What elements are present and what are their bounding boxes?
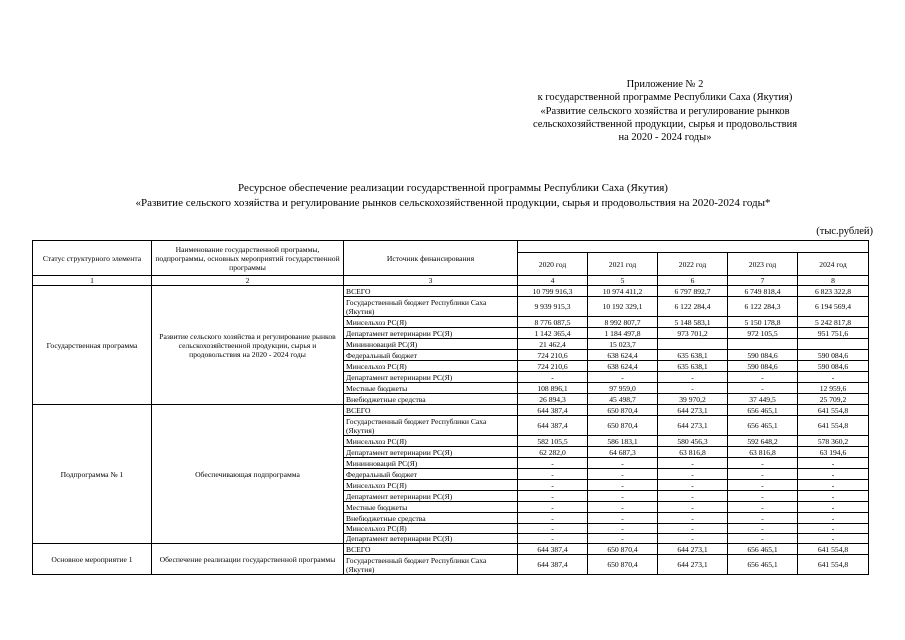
amount-cell: 582 105,5 — [518, 436, 588, 447]
amount-cell: 650 870,4 — [588, 555, 658, 575]
funding-source: Минсельхоз РС(Я) — [344, 524, 518, 534]
amount-cell: 6 122 284,4 — [658, 297, 728, 317]
amount-cell: 972 105,5 — [728, 328, 798, 339]
amount-cell: - — [518, 458, 588, 469]
amount-cell: 590 084,6 — [728, 361, 798, 372]
amount-cell: - — [728, 524, 798, 534]
element-status: Подпрограмма № 1 — [33, 405, 152, 544]
amount-cell: 641 554,8 — [798, 416, 869, 436]
amount-cell: 973 701,2 — [658, 328, 728, 339]
column-number: 5 — [588, 276, 658, 286]
amount-cell — [658, 339, 728, 350]
title-line-1: Ресурсное обеспечение реализации государственной программы Республики Саха (Якутия) — [238, 182, 668, 194]
amount-cell: 578 360,2 — [798, 436, 869, 447]
amount-cell: 45 498,7 — [588, 394, 658, 405]
amount-cell: 644 273,1 — [658, 555, 728, 575]
column-number: 4 — [518, 276, 588, 286]
amount-cell: 644 273,1 — [658, 405, 728, 416]
amount-cell: 108 896,1 — [518, 383, 588, 394]
amount-cell: 97 959,0 — [588, 383, 658, 394]
annex-line-3: «Развитие сельского хозяйства и регулирование рынков — [540, 105, 790, 117]
amount-cell: 8 776 087,5 — [518, 317, 588, 328]
amount-cell: 8 992 807,7 — [588, 317, 658, 328]
header-row — [33, 241, 869, 253]
funding-source: Департамент ветеринарии РС(Я) — [344, 328, 518, 339]
amount-cell: - — [518, 469, 588, 480]
funding-source: Федеральный бюджет — [344, 350, 518, 361]
units-label: (тыс.рублей) — [816, 226, 873, 237]
funding-source: Государственный бюджет Республики Саха (Якутия) — [344, 555, 518, 575]
annex-line-5: на 2020 - 2024 годы» — [618, 132, 712, 144]
resource-table — [32, 240, 869, 575]
amount-cell: 5 242 817,8 — [798, 317, 869, 328]
funding-source: Департамент ветеринарии РС(Я) — [344, 447, 518, 458]
funding-source: ВСЕГО — [344, 405, 518, 416]
funding-source: ВСЕГО — [344, 544, 518, 555]
table-row — [33, 405, 869, 416]
funding-source: Департамент ветеринарии РС(Я) — [344, 534, 518, 544]
funding-source: Минсельхоз РС(Я) — [344, 436, 518, 447]
funding-source: ВСЕГО — [344, 286, 518, 297]
funding-source: Мининноваций РС(Я) — [344, 458, 518, 469]
amount-cell: 10 974 411,2 — [588, 286, 658, 297]
funding-source: Минсельхоз РС(Я) — [344, 361, 518, 372]
amount-cell: 638 624,4 — [588, 350, 658, 361]
amount-cell: - — [728, 534, 798, 544]
amount-cell: - — [588, 491, 658, 502]
amount-cell: 5 148 583,1 — [658, 317, 728, 328]
amount-cell: - — [588, 502, 658, 513]
amount-cell: - — [518, 534, 588, 544]
document-title — [40, 181, 866, 211]
funding-source: Местные бюджеты — [344, 383, 518, 394]
funding-source: Государственный бюджет Республики Саха (Якутия) — [344, 416, 518, 436]
table-row — [33, 544, 869, 555]
amount-cell: 592 648,2 — [728, 436, 798, 447]
element-name: Развитие сельского хозяйства и регулирование рынков сельскохозяйственной продукции, сырья и продовольствия на 2020 - 2024 годы — [152, 286, 344, 405]
amount-cell: - — [728, 372, 798, 383]
amount-cell: - — [798, 502, 869, 513]
amount-cell: 650 870,4 — [588, 544, 658, 555]
amount-cell: - — [518, 502, 588, 513]
amount-cell: 644 387,4 — [518, 544, 588, 555]
table-row — [33, 286, 869, 297]
amount-cell: 6 823 322,8 — [798, 286, 869, 297]
annex-line-4: сельскохозяйственной продукции, сырья и продовольствия — [532, 118, 798, 130]
header-source: Источник финансирования — [344, 241, 518, 276]
amount-cell: 63 816,8 — [658, 447, 728, 458]
amount-cell: 1 142 365,4 — [518, 328, 588, 339]
amount-cell: 12 959,6 — [798, 383, 869, 394]
amount-cell: - — [518, 513, 588, 524]
funding-source: Внебюджетные средства — [344, 394, 518, 405]
header-year-2021: 2021 год — [588, 253, 658, 276]
amount-cell: 590 084,6 — [728, 350, 798, 361]
amount-cell: 10 192 329,1 — [588, 297, 658, 317]
amount-cell: - — [658, 502, 728, 513]
amount-cell: - — [728, 491, 798, 502]
amount-cell: - — [728, 383, 798, 394]
amount-cell: - — [658, 372, 728, 383]
amount-cell — [728, 339, 798, 350]
amount-cell: - — [658, 524, 728, 534]
header-status: Статус структурного элемента — [33, 241, 152, 276]
amount-cell: 644 273,1 — [658, 416, 728, 436]
amount-cell: - — [798, 458, 869, 469]
amount-cell: - — [798, 480, 869, 491]
amount-cell: 10 799 916,3 — [518, 286, 588, 297]
amount-cell: - — [588, 469, 658, 480]
amount-cell: - — [728, 469, 798, 480]
funding-source: Департамент ветеринарии РС(Я) — [344, 372, 518, 383]
amount-cell: 650 870,4 — [588, 405, 658, 416]
amount-cell: - — [798, 469, 869, 480]
amount-cell: - — [658, 491, 728, 502]
column-number-row — [33, 276, 869, 286]
amount-cell: 641 554,8 — [798, 544, 869, 555]
amount-cell: 5 150 178,8 — [728, 317, 798, 328]
amount-cell: 641 554,8 — [798, 405, 869, 416]
amount-cell: - — [588, 513, 658, 524]
amount-cell: 638 624,4 — [588, 361, 658, 372]
amount-cell: 6 797 892,7 — [658, 286, 728, 297]
column-number: 7 — [728, 276, 798, 286]
amount-cell: 25 709,2 — [798, 394, 869, 405]
amount-cell: - — [588, 480, 658, 491]
amount-cell: 644 387,4 — [518, 555, 588, 575]
element-status: Основное мероприятие 1 — [33, 544, 152, 575]
annex-heading — [500, 78, 830, 144]
annex-line-2: к государственной программе Республики Саха (Якутия) — [537, 92, 793, 104]
amount-cell: 644 273,1 — [658, 544, 728, 555]
header-year-2022: 2022 год — [658, 253, 728, 276]
amount-cell: 641 554,8 — [798, 555, 869, 575]
funding-source: Местные бюджеты — [344, 502, 518, 513]
table-body — [33, 286, 869, 575]
amount-cell: - — [518, 491, 588, 502]
amount-cell: 62 282,0 — [518, 447, 588, 458]
amount-cell: 1 184 497,8 — [588, 328, 658, 339]
amount-cell: - — [658, 469, 728, 480]
amount-cell: - — [518, 480, 588, 491]
header-year-2023: 2023 год — [728, 253, 798, 276]
amount-cell: - — [658, 383, 728, 394]
amount-cell: - — [728, 480, 798, 491]
funding-source: Минсельхоз РС(Я) — [344, 317, 518, 328]
title-line-2: «Развитие сельского хозяйства и регулирование рынков сельскохозяйственной продукции, сырья и продовольствия на 2020-2024 годы* — [135, 197, 771, 209]
amount-cell: 650 870,4 — [588, 416, 658, 436]
amount-cell: 6 194 569,4 — [798, 297, 869, 317]
amount-cell: - — [588, 534, 658, 544]
amount-cell: - — [518, 524, 588, 534]
header-name: Наименование государственной программы, подпрограммы, основных мероприятий государственной программы — [152, 241, 344, 276]
amount-cell: - — [518, 372, 588, 383]
amount-cell: 39 970,2 — [658, 394, 728, 405]
funding-source: Департамент ветеринарии РС(Я) — [344, 491, 518, 502]
amount-cell: - — [798, 513, 869, 524]
amount-cell: - — [658, 480, 728, 491]
funding-source: Минсельхоз РС(Я) — [344, 480, 518, 491]
amount-cell: 21 462,4 — [518, 339, 588, 350]
amount-cell: - — [588, 524, 658, 534]
amount-cell: 644 387,4 — [518, 405, 588, 416]
element-name: Обеспечивающая подпрограмма — [152, 405, 344, 544]
column-number: 3 — [344, 276, 518, 286]
amount-cell: 64 687,3 — [588, 447, 658, 458]
amount-cell: 37 449,5 — [728, 394, 798, 405]
amount-cell: 951 751,6 — [798, 328, 869, 339]
amount-cell: 6 749 818,4 — [728, 286, 798, 297]
amount-cell: 656 465,1 — [728, 416, 798, 436]
amount-cell — [798, 339, 869, 350]
amount-cell: 26 894,3 — [518, 394, 588, 405]
funding-source: Внебюджетные средства — [344, 513, 518, 524]
amount-cell: 635 638,1 — [658, 350, 728, 361]
amount-cell: - — [588, 458, 658, 469]
funding-source: Федеральный бюджет — [344, 469, 518, 480]
amount-cell: - — [728, 513, 798, 524]
amount-cell: - — [658, 458, 728, 469]
header-years-band — [518, 241, 869, 253]
amount-cell: 9 939 915,3 — [518, 297, 588, 317]
funding-source: Государственный бюджет Республики Саха (Якутия) — [344, 297, 518, 317]
column-number: 8 — [798, 276, 869, 286]
amount-cell: - — [728, 458, 798, 469]
amount-cell: - — [798, 534, 869, 544]
header-year-2020: 2020 год — [518, 253, 588, 276]
amount-cell: 63 816,8 — [728, 447, 798, 458]
amount-cell: 724 210,6 — [518, 350, 588, 361]
column-number: 1 — [33, 276, 152, 286]
amount-cell: - — [728, 502, 798, 513]
amount-cell: - — [588, 372, 658, 383]
amount-cell: 590 084,6 — [798, 361, 869, 372]
amount-cell: 63 194,6 — [798, 447, 869, 458]
amount-cell: 635 638,1 — [658, 361, 728, 372]
amount-cell: 580 456,3 — [658, 436, 728, 447]
amount-cell: 590 084,6 — [798, 350, 869, 361]
amount-cell: 656 465,1 — [728, 544, 798, 555]
funding-source: Мининноваций РС(Я) — [344, 339, 518, 350]
amount-cell: 656 465,1 — [728, 555, 798, 575]
amount-cell: - — [798, 372, 869, 383]
element-status: Государственная программа — [33, 286, 152, 405]
column-number: 6 — [658, 276, 728, 286]
amount-cell: 586 183,1 — [588, 436, 658, 447]
amount-cell: 6 122 284,3 — [728, 297, 798, 317]
annex-number: Приложение № 2 — [626, 79, 704, 90]
amount-cell: 644 387,4 — [518, 416, 588, 436]
amount-cell: - — [658, 534, 728, 544]
table-header — [33, 241, 869, 286]
amount-cell: - — [658, 513, 728, 524]
amount-cell: 724 210,6 — [518, 361, 588, 372]
element-name: Обеспечение реализации государственной программы — [152, 544, 344, 575]
column-number: 2 — [152, 276, 344, 286]
header-year-2024: 2024 год — [798, 253, 869, 276]
amount-cell: 656 465,1 — [728, 405, 798, 416]
amount-cell: - — [798, 524, 869, 534]
amount-cell: 15 023,7 — [588, 339, 658, 350]
amount-cell: - — [798, 491, 869, 502]
